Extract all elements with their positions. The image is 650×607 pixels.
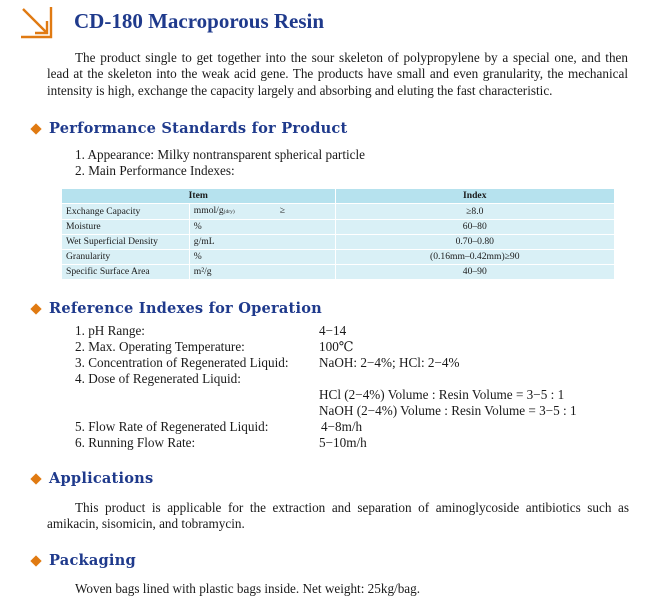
diamond-bullet-icon: [30, 303, 41, 314]
ref-value: 4−8m/h: [321, 419, 363, 434]
ref-label: 2. Max. Operating Temperature:: [75, 339, 245, 354]
item-cell: Granularity: [62, 250, 190, 265]
section-heading: Performance Standards for Product: [49, 120, 348, 137]
column-header-item: Item: [62, 189, 336, 204]
index-cell: (0.16mm–0.42mm)≥90: [335, 250, 614, 265]
diamond-bullet-icon: [30, 123, 41, 134]
table-header-row: [62, 189, 615, 204]
ref-value: 4−14: [319, 323, 347, 338]
applications-paragraph: This product is applicable for the extraction and separation of aminoglycoside antibiotics such as amikacin, sisomicin, and tobramycin.: [47, 500, 629, 532]
packaging-text: Woven bags lined with plastic bags inside. Net weight: 25kg/bag.: [75, 581, 421, 596]
ref-value: NaOH (2−4%) Volume : Resin Volume = 3−5 : 1: [319, 403, 577, 418]
gte-symbol: ≥: [279, 205, 286, 216]
table-row: [62, 204, 615, 220]
performance-table: [61, 188, 615, 280]
unit-cell: %: [189, 220, 335, 235]
diamond-bullet-icon: [30, 555, 41, 566]
ref-value: HCl (2−4%) Volume : Resin Volume = 3−5 : 1: [319, 387, 565, 402]
item-cell: Moisture: [62, 220, 190, 235]
section-heading: Applications: [49, 470, 154, 487]
section-reference: [30, 300, 322, 317]
section-applications: [30, 470, 153, 487]
column-header-index: Index: [335, 189, 614, 204]
index-cell: 40–90: [335, 265, 614, 280]
unit-cell: %: [189, 250, 335, 265]
ref-value: 5−10m/h: [319, 435, 367, 450]
table-row: [62, 235, 615, 250]
section-heading: Packaging: [49, 552, 136, 569]
index-cell: 60–80: [335, 220, 614, 235]
ref-label: 3. Concentration of Regenerated Liquid:: [75, 355, 289, 370]
intro-paragraph: The product single to get together into the sour skeleton of polypropylene by a special one, and then lead at the skeleton into the weak acid gene. The products have small and even granularity, the mechanical intensity is high, exchange the capacity largely and absorbing and eluting the fast characteristic.: [47, 50, 628, 98]
unit-cell: [189, 204, 335, 220]
table-row: [62, 265, 615, 280]
section-packaging: [30, 552, 136, 569]
list-item: 1. Appearance: Milky nontransparent spherical particle: [75, 147, 366, 162]
index-cell: 0.70–0.80: [335, 235, 614, 250]
section-performance: [30, 120, 347, 137]
table-row: [62, 250, 615, 265]
list-item: 2. Main Performance Indexes:: [75, 163, 235, 178]
unit-text: mmol/g: [193, 205, 224, 216]
section-heading: Reference Indexes for Operation: [49, 300, 322, 317]
item-cell: Specific Surface Area: [62, 265, 190, 280]
orange-arrow-icon: [17, 3, 55, 41]
ref-label: 4. Dose of Regenerated Liquid:: [75, 371, 241, 386]
index-cell: ≥8.0: [335, 204, 614, 220]
table-row: [62, 220, 615, 235]
ref-value: NaOH: 2−4%; HCl: 2−4%: [319, 355, 460, 370]
item-cell: Exchange Capacity: [62, 204, 190, 220]
unit-cell: g/mL: [189, 235, 335, 250]
ref-label: 5. Flow Rate of Regenerated Liquid:: [75, 419, 269, 434]
ref-label: 1. pH Range:: [75, 323, 145, 338]
diamond-bullet-icon: [30, 473, 41, 484]
ref-value: 100℃: [319, 339, 354, 354]
unit-sub-text: (dry): [223, 209, 235, 215]
unit-cell: m²/g: [189, 265, 335, 280]
ref-label: 6. Running Flow Rate:: [75, 435, 196, 450]
page-title: CD-180 Macroporous Resin: [74, 9, 325, 33]
item-cell: Wet Superficial Density: [62, 235, 190, 250]
